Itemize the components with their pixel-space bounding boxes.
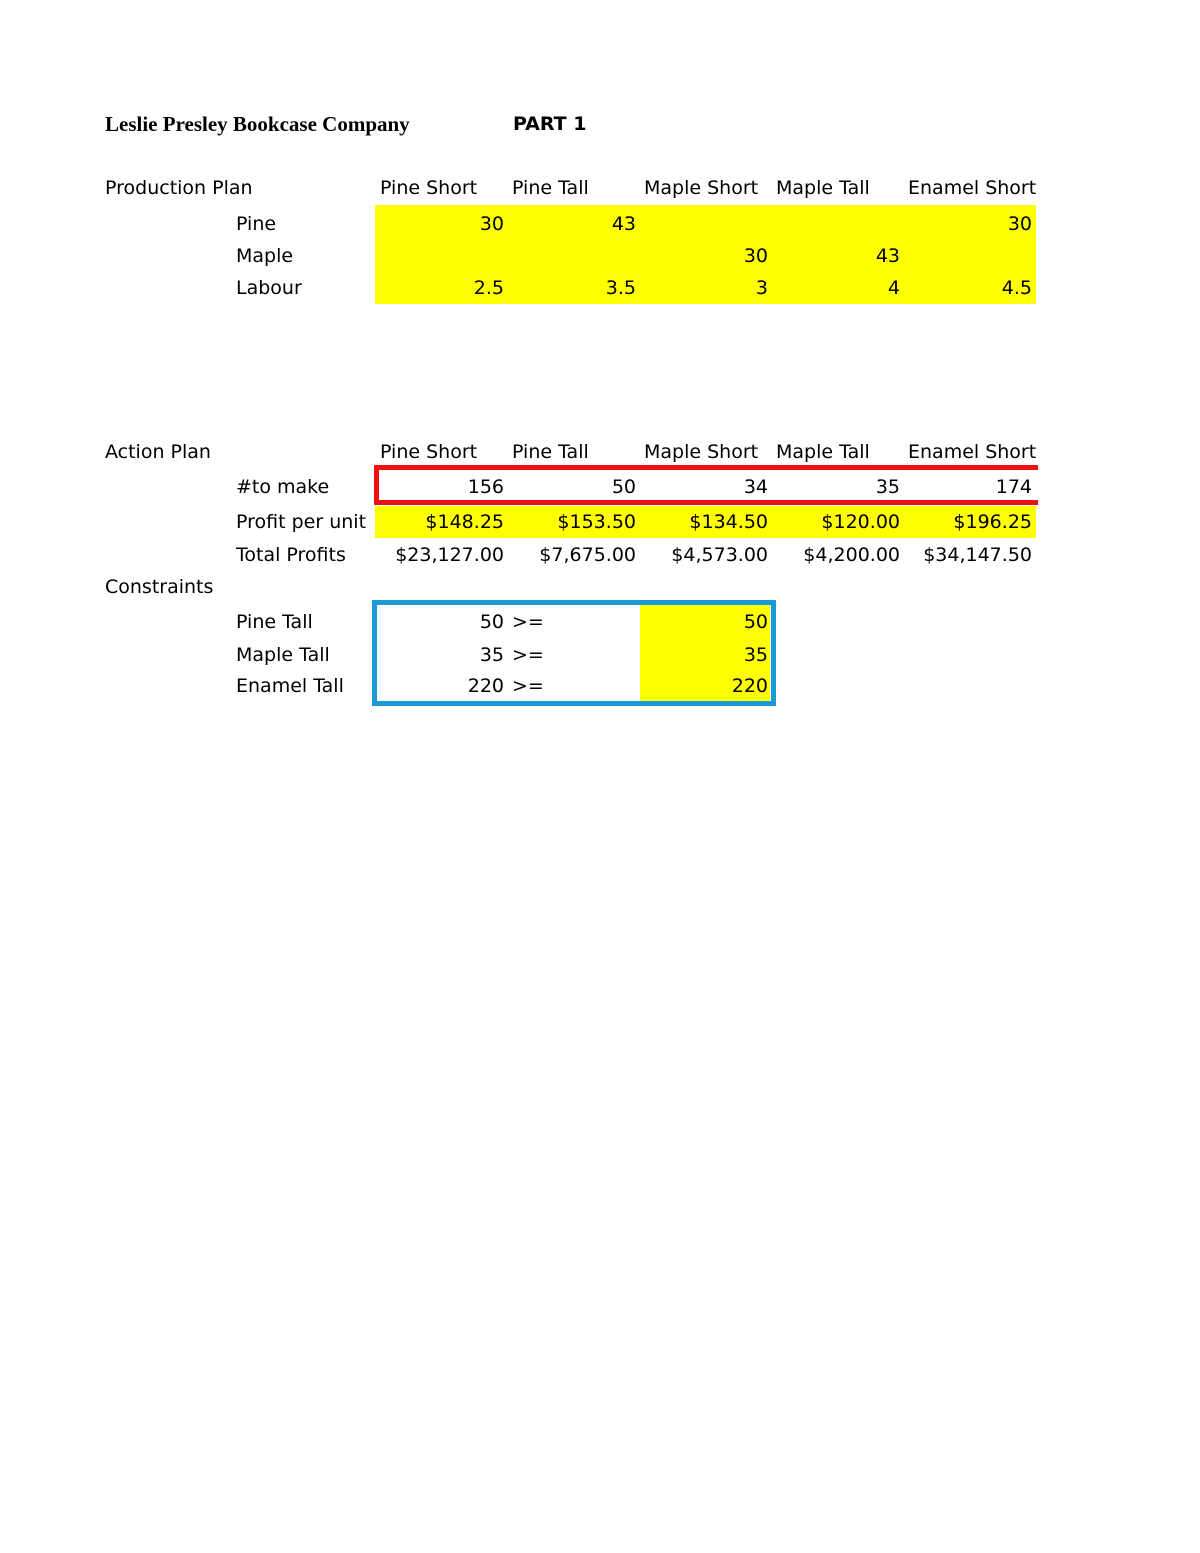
total-profits-label: Total Profits xyxy=(236,544,346,566)
pp-cell: 3.5 xyxy=(605,277,636,299)
profit-per-unit-cell: $148.25 xyxy=(425,511,504,533)
pp-col-pine-short: Pine Short xyxy=(380,177,478,199)
profit-per-unit-cell: $120.00 xyxy=(821,511,900,533)
constraint-rhs: 35 xyxy=(743,644,768,666)
ap-col-maple-tall: Maple Tall xyxy=(776,441,870,463)
constraint-label: Enamel Tall xyxy=(236,675,344,697)
constraints-label: Constraints xyxy=(105,576,214,598)
profit-per-unit-cell: $153.50 xyxy=(557,511,636,533)
constraint-rhs: 50 xyxy=(743,611,768,633)
constraint-operator: >= xyxy=(512,675,544,697)
pp-col-enamel-short: Enamel Short xyxy=(908,177,1037,199)
to-make-label: #to make xyxy=(236,476,330,498)
ap-col-maple-short: Maple Short xyxy=(644,441,759,463)
pp-row-pine-label: Pine xyxy=(236,213,277,235)
pp-row-maple-label: Maple xyxy=(236,245,294,267)
pp-row-labour-label: Labour xyxy=(236,277,302,299)
pp-cell: 43 xyxy=(875,245,900,267)
pp-cell: 2.5 xyxy=(473,277,504,299)
constraint-operator: >= xyxy=(512,644,544,666)
total-profits-cell: $34,147.50 xyxy=(923,544,1032,566)
pp-cell: 43 xyxy=(611,213,636,235)
ap-col-enamel-short: Enamel Short xyxy=(908,441,1037,463)
pp-cell: 30 xyxy=(743,245,768,267)
pp-col-maple-tall: Maple Tall xyxy=(776,177,870,199)
pp-col-pine-tall: Pine Tall xyxy=(512,177,589,199)
pp-cell: 4.5 xyxy=(1001,277,1032,299)
to-make-cell[interactable]: 50 xyxy=(611,476,636,498)
constraint-lhs: 50 xyxy=(479,611,504,633)
constraint-label: Maple Tall xyxy=(236,644,330,666)
pp-cell: 3 xyxy=(755,277,768,299)
part-label: PART 1 xyxy=(513,113,587,135)
profit-per-unit-cell: $134.50 xyxy=(689,511,768,533)
to-make-cell[interactable]: 34 xyxy=(743,476,768,498)
pp-col-maple-short: Maple Short xyxy=(644,177,759,199)
ap-col-pine-tall: Pine Tall xyxy=(512,441,589,463)
profit-per-unit-cell: $196.25 xyxy=(953,511,1032,533)
production-plan-label: Production Plan xyxy=(105,177,253,199)
pp-cell: 4 xyxy=(887,277,900,299)
constraint-lhs: 35 xyxy=(479,644,504,666)
to-make-cell[interactable]: 156 xyxy=(467,476,504,498)
company-title: Leslie Presley Bookcase Company xyxy=(105,112,410,136)
constraint-rhs: 220 xyxy=(731,675,768,697)
to-make-cell[interactable]: 35 xyxy=(875,476,900,498)
to-make-cell[interactable]: 174 xyxy=(995,476,1032,498)
total-profits-cell: $4,200.00 xyxy=(803,544,900,566)
total-profits-cell: $23,127.00 xyxy=(395,544,504,566)
total-profits-cell: $4,573.00 xyxy=(671,544,768,566)
constraint-lhs: 220 xyxy=(467,675,504,697)
profit-per-unit-label: Profit per unit xyxy=(236,511,367,533)
ap-col-pine-short: Pine Short xyxy=(380,441,478,463)
action-plan-label: Action Plan xyxy=(105,441,211,463)
pp-cell: 30 xyxy=(1007,213,1032,235)
total-profits-cell: $7,675.00 xyxy=(539,544,636,566)
constraint-operator: >= xyxy=(512,611,544,633)
pp-cell: 30 xyxy=(479,213,504,235)
constraint-label: Pine Tall xyxy=(236,611,313,633)
